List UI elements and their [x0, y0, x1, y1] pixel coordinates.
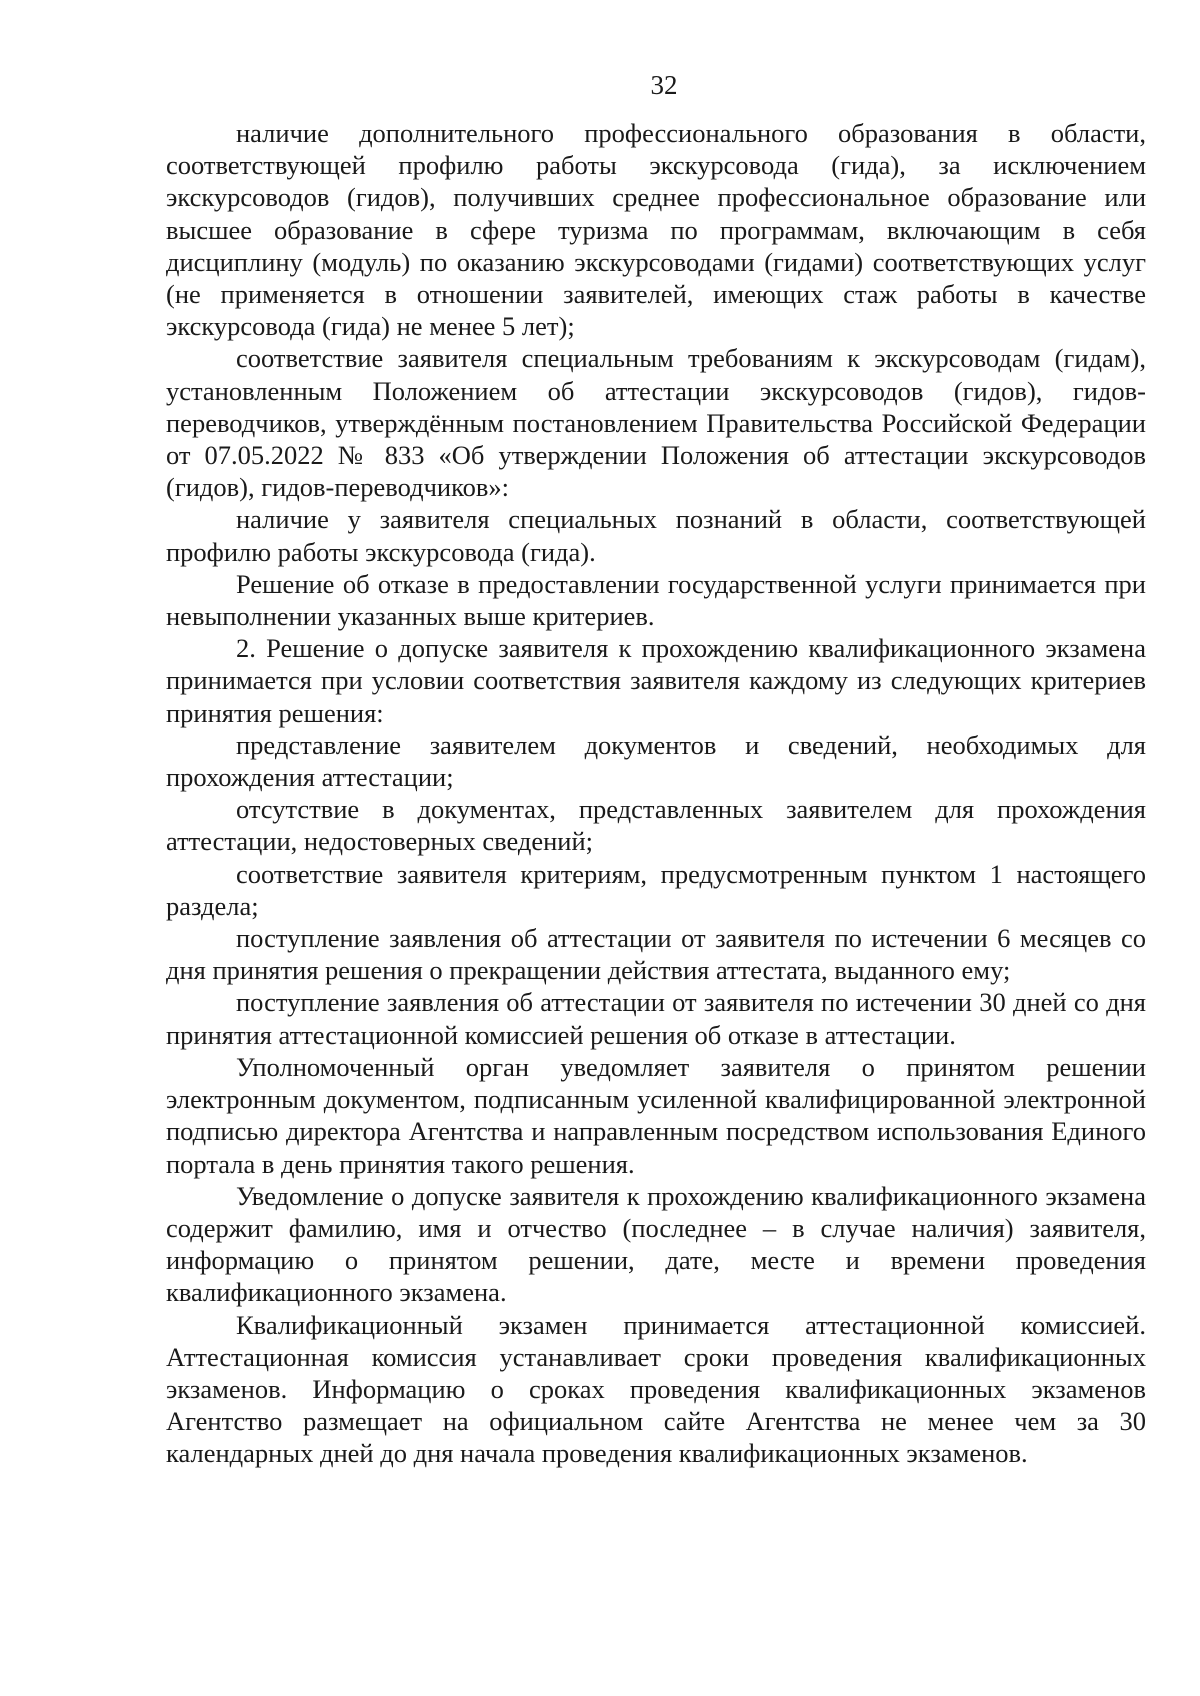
paragraph-thirty-days: поступление заявления об аттестации от заявителя по истечении 30 дней со дня принятия аттестационной комиссией решения об отказе в аттестации.: [166, 987, 1146, 1050]
page-number: 32: [650, 70, 678, 100]
paragraph-six-months: поступление заявления об аттестации от заявителя по истечении 6 месяцев со дня принятия решения о прекращении действия аттестата, выданного ему;: [166, 923, 1146, 986]
paragraph-criteria-compliance: соответствие заявителя критериям, предусмотренным пунктом 1 настоящего раздела;: [166, 858, 1146, 921]
document-body: [166, 117, 1146, 1470]
paragraph-qualification-exam: Квалификационный экзамен принимается аттестационной комиссией. Аттестационная комиссия устанавливает сроки проведения квалификационных экзаменов. Информацию о сроках проведения квалификационных экзаменов Агентство размещает на официальном сайте Агентства не менее чем за 30 календарных дней до дня начала проведения квалификационных экзаменов.: [166, 1309, 1146, 1469]
paragraph-special-knowledge: наличие у заявителя специальных познаний в области, соответствующей профилю работы экскурсовода (гида).: [166, 504, 1146, 567]
paragraph-admission-decision: 2. Решение о допуске заявителя к прохождению квалификационного экзамена принимается при условии соответствия заявителя каждому из следующих критериев принятия решения:: [166, 633, 1146, 728]
paragraph-admission-notice: Уведомление о допуске заявителя к прохождению квалификационного экзамена содержит фамилию, имя и отчество (последнее – в случае наличия) заявителя, информацию о принятом решении, дате, месте и времени проведения квалификационного экзамена.: [166, 1180, 1146, 1308]
paragraph-additional-education: наличие дополнительного профессионального образования в области, соответствующей профилю работы экскурсовода (гида), за исключением экскурсоводов (гидов), получивших среднее профессиональное образование или высшее образование в сфере туризма по программам, включающим в себя дисциплину (модуль) по оказанию экскурсоводами (гидами) соответствующих услуг (не применяется в отношении заявителей, имеющих стаж работы в качестве экскурсовода (гида) не менее 5 лет);: [166, 118, 1146, 342]
paragraph-refusal-decision: Решение об отказе в предоставлении государственной услуги принимается при невыполнении указанных выше критериев.: [166, 568, 1146, 632]
paragraph-notification: Уполномоченный орган уведомляет заявителя о принятом решении электронным документом, подписанным усиленной квалифицированной электронной подписью директора Агентства и направленным посредством использования Единого портала в день принятия такого решения.: [166, 1051, 1146, 1179]
paragraph-special-requirements: соответствие заявителя специальным требованиям к экскурсоводам (гидам), установленным Положением об аттестации экскурсоводов (гидов), гидов-переводчиков, утверждённым постановлением Правительства Российской Федерации от 07.05.2022 № 833 «Об утверждении Положения об аттестации экскурсоводов (гидов), гидов-переводчиков»:: [166, 343, 1146, 503]
paragraph-no-false-information: отсутствие в документах, представленных заявителем для прохождения аттестации, недостоверных сведений;: [166, 794, 1146, 857]
paragraph-documents-submission: представление заявителем документов и сведений, необходимых для прохождения аттестации;: [166, 729, 1146, 793]
